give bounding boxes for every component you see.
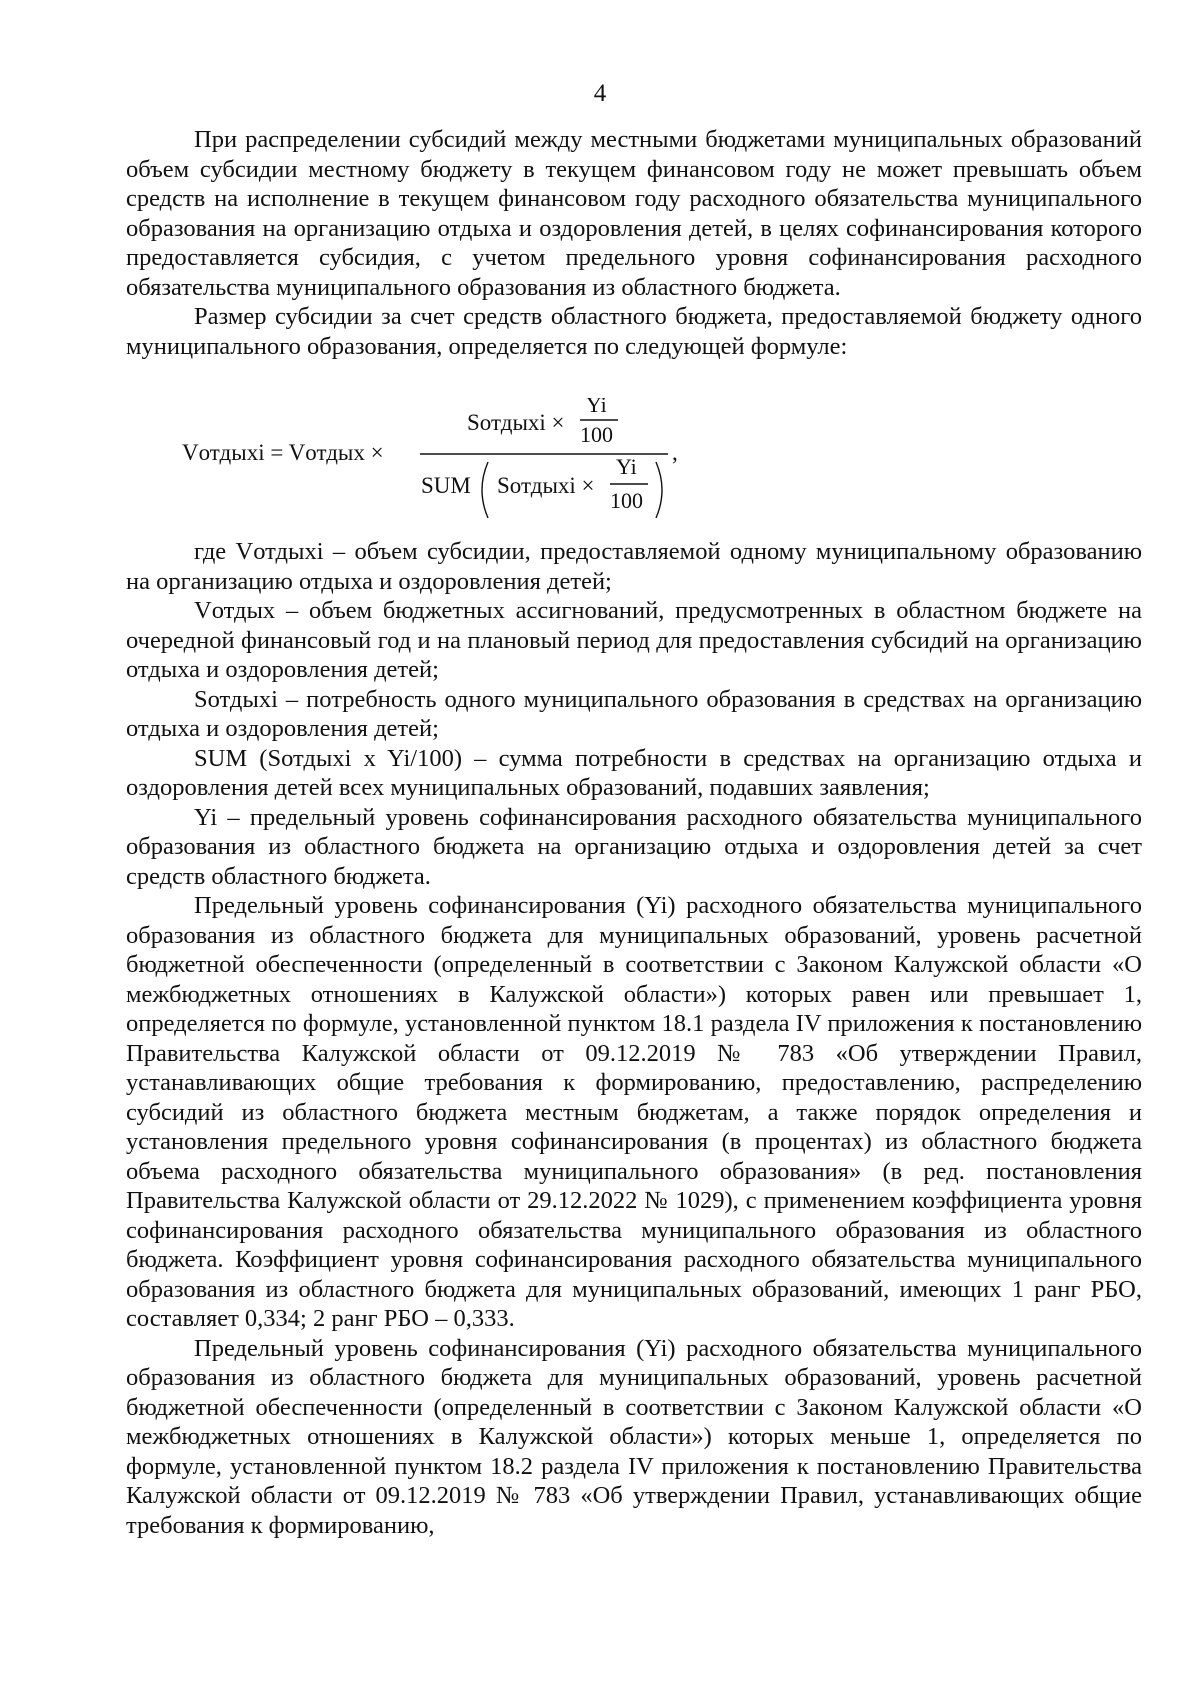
subsidy-formula <box>0 398 1200 526</box>
paragraph-cofinancing-rbo-ge-1: Предельный уровень софинансирования (Yi) расходного обязательства муниципального образования из областного бюджета для муниципальных образований, уровень расчетной бюджетной обеспеченности (определенный в соответствии с Законом Калужской области «О межбюджетных отношениях в Калужской области») которых равен или превышает 1, определяется по формуле, установленной пунктом 18.1 раздела IV приложения к постановлению Правительства Калужской области от 09.12.2019 № 783 «Об утверждении Правил, устанавливающих общие требования к формированию, предоставлению, распределению субсидий из областного бюджета местным бюджетам, а также порядок определения и установления предельного уровня софинансирования (в процентах) из областного бюджета объема расходного обязательства муниципального образования» (в ред. постановления Правительства Калужской области от 29.12.2022 № 1029), с применением коэффициента уровня софинансирования расходного обязательства муниципального образования из областного бюджета. Коэффициент уровня софинансирования расходного обязательства муниципального образования из областного бюджета для муниципальных образований, имеющих 1 ранг РБО, составляет 0,334; 2 ранг РБО – 0,333. <box>126 892 1142 1332</box>
definition-v-otdyh-i: где Vотдыхi – объем субсидии, предоставляемой одному муниципальному образованию на организацию отдыха и оздоровления детей; <box>126 538 1142 595</box>
definition-s-otdyh-i: Sотдыхi – потребность одного муниципального образования в средствах на организацию отдыха и оздоровления детей; <box>126 685 1142 742</box>
paragraph-cofinancing-rbo-lt-1: Предельный уровень софинансирования (Yi) расходного обязательства муниципального образования из областного бюджета для муниципальных образований, уровень расчетной бюджетной обеспеченности (определенный в соответствии с Законом Калужской области «О межбюджетных отношениях в Калужской области») которых меньше 1, определяется по формуле, установленной пунктом 18.2 раздела IV приложения к постановлению Правительства Калужской области от 09.12.2019 № 783 «Об утверждении Правил, устанавливающих общие требования к формированию, <box>126 1334 1142 1539</box>
formula-numerator-100: 100 <box>580 422 613 447</box>
formula-denominator-100: 100 <box>610 488 643 513</box>
paragraph-formula-intro: Размер субсидии за счет средств областного бюджета, предоставляемой бюджету одного муниципального образования, определяется по следующей формуле: <box>126 303 1142 360</box>
formula-comma: , <box>672 440 678 465</box>
formula-sum-label: SUM <box>421 473 471 498</box>
formula-numerator-term: Sотдыхi × <box>467 410 565 435</box>
definition-yi: Yi – предельный уровень софинансирования расходного обязательства муниципального образования из областного бюджета на организацию отдыха и оздоровления детей за счет средств областного бюджета. <box>126 803 1142 890</box>
formula-lhs: Vотдыхi = Vотдых × <box>182 440 384 465</box>
formula-denominator-yi: Yi <box>616 454 637 479</box>
definitions-text <box>126 537 1142 1540</box>
definition-sum: SUM (Sотдыхi x Yi/100) – сумма потребности в средствах на организацию отдыха и оздоровления детей всех муниципальных образований, подавших заявления; <box>126 744 1142 801</box>
intro-text <box>126 125 1142 361</box>
definition-v-otdyh: Vотдых – объем бюджетных ассигнований, предусмотренных в областном бюджете на очередной финансовый год и на плановый период для предоставления субсидий на организацию отдыха и оздоровления детей; <box>126 597 1142 683</box>
page-number: 4 <box>593 80 607 107</box>
formula-left-paren <box>482 462 488 518</box>
formula-numerator-yi: Yi <box>586 398 607 417</box>
formula-denominator-term: Sотдыхi × <box>497 473 595 498</box>
paragraph-subsidy-limit: При распределении субсидий между местными бюджетами муниципальных образований объем субсидии местному бюджету в текущем финансовом году не может превышать объем средств на исполнение в текущем финансовом году расходного обязательства муниципального образования на организацию отдыха и оздоровления детей, в целях софинансирования которого предоставляется субсидия, с учетом предельного уровня софинансирования расходного обязательства муниципального образования из областного бюджета. <box>126 126 1142 301</box>
formula-right-paren <box>656 462 662 518</box>
